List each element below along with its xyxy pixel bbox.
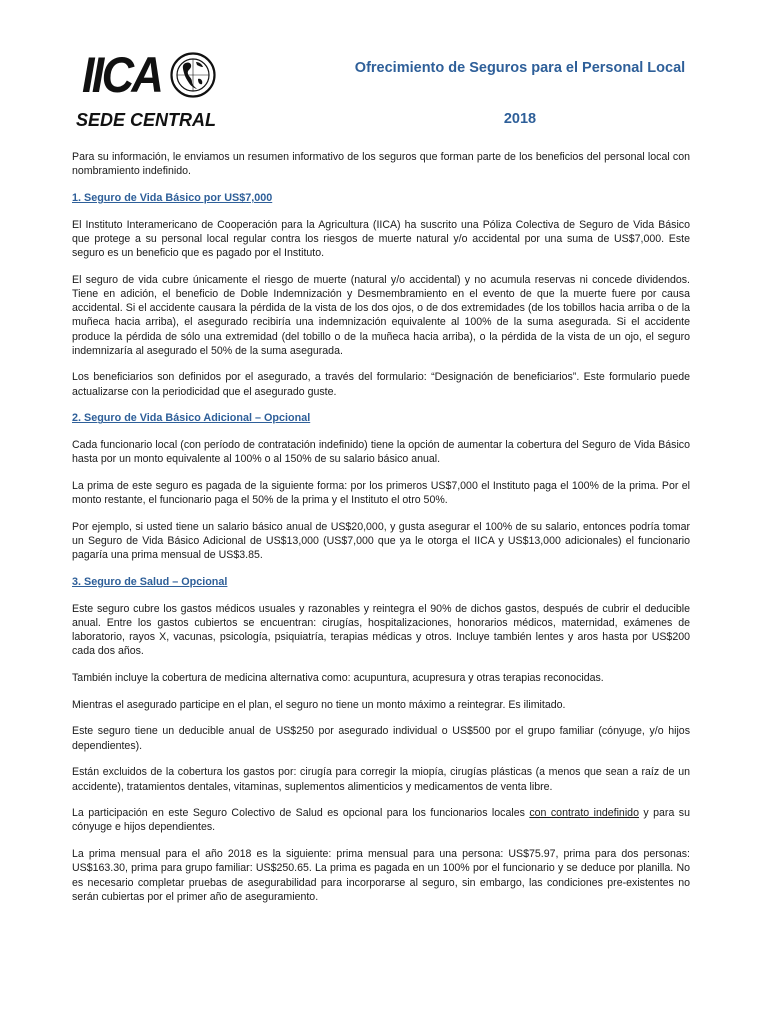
paragraph: El seguro de vida cubre únicamente el riesgo de muerte (natural y/o accidental) y no acumula reservas ni concede dividendos. Tiene en adición, el beneficio de Doble Indemnización y Desmembramiento en el evento de que la muerte fuere por causa accidental. Si el accidente causara la pérdida de la vista de los dos ojos, o de dos extremidades (de los tobillos hacia arriba o de la muñeca hacia arriba), el asegurado recibiría una indemnización equivalente al 100% de la suma asegurada. Si el accidente produce la pérdida de sólo una extremidad (del tobillo o de la muñeca hacia arriba), o la pérdida de la vista de un ojo, el seguro indemnizaría al asegurado el 50% de la suma asegurada. — [72, 273, 690, 357]
participation-text: La participación en este Seguro Colectivo de Salud es opcional para los funcionarios locales — [72, 807, 530, 820]
paragraph: Este seguro cubre los gastos médicos usuales y razonables y reintegra el 90% de dichos gastos, después de cubrir el deducible anual. Entre los gastos cubiertos se encuentran: cirugías, hospitalizaciones, honorarios médicos, maternidad, exámenes de laboratorio, rayos X, vacunas, psicología, psiquiatría, terapias médicas y otros. Incluye también lentes y aros hasta por US$200 cada dos años. — [72, 602, 690, 658]
paragraph: Cada funcionario local (con período de contratación indefinido) tiene la opción de aumentar la cobertura del Seguro de Vida Básico hasta por un monto equivalente al 100% o al 150% de su salario básico anual. — [72, 439, 690, 466]
sede-central-label: SEDE CENTRAL — [76, 110, 217, 130]
contract-underlined-text: con contrato indefinido — [529, 807, 639, 820]
document-year: 2018 — [503, 111, 537, 127]
paragraph: Los beneficiarios son definidos por el asegurado, a través del formulario: “Designación de beneficiarios”. Este formulario puede actualizarse con la periodicidad que el asegurado guste. — [72, 371, 690, 398]
paragraph: Este seguro tiene un deducible anual de US$250 por asegurado individual o US$500 por el grupo familiar (cónyuge, y/o hijos dependientes). — [72, 725, 690, 752]
section-heading: 1. Seguro de Vida Básico por US$7,000 — [72, 191, 273, 204]
paragraph: Por ejemplo, si usted tiene un salario básico anual de US$20,000, y gusta asegurar el 100% de su salario, entonces podría tomar un Seguro de Vida Básico Adicional de US$13,000 (US$7,000 que ya le otorga el IICA y US$13,000 adicionales) el funcionario pagaría una prima mensual de US$3.85. — [72, 520, 690, 562]
logo-wordmark: IICA — [82, 47, 162, 103]
paragraph: El Instituto Interamericano de Cooperación para la Agricultura (IICA) ha suscrito una Póliza Colectiva de Seguro de Vida Básico que protege a su personal local regular contra los riesgos de muerte natural y/o accidental por una suma de US$7,000. Este seguro es un beneficio que es pagado por el Instituto. — [72, 218, 690, 260]
intro-paragraph: Para su información, le enviamos un resumen informativo de los seguros que forman parte de los beneficios del personal local con nombramiento indefinido. — [72, 151, 690, 178]
paragraph: Están excluidos de la cobertura los gastos por: cirugía para corregir la miopía, cirugías plásticas (a menos que sean a raíz de un accidente), tratamientos dentales, vitaminas, suplementos alimenticios y medicamentos de venta libre. — [72, 766, 690, 793]
document-title: Ofrecimiento de Seguros para el Personal Local — [354, 60, 686, 76]
paragraph: Mientras el asegurado participe en el plan, el seguro no tiene un monto máximo a reintegrar. Es ilimitado. — [72, 698, 566, 711]
participation-paragraph — [72, 806, 690, 834]
document-body — [72, 150, 690, 916]
premium-paragraph: La prima mensual para el año 2018 es la siguiente: prima mensual para una persona: US$75.97, prima para dos personas: US$163.30, prima para grupo familiar: US$250.65. La prima es pagada en un 100% por el funcionario y se deduce por planilla. No es necesario completar pruebas de asegurabilidad para incorporarse al seguro, sin embargo, las condiciones pre-existentes no serán cubiertas por el primer año de aseguramiento. — [72, 848, 690, 903]
participation-text-end: y para su cónyuge e hijos dependientes. — [72, 807, 690, 834]
globe-seal-icon — [170, 52, 216, 98]
paragraph: La prima de este seguro es pagada de la siguiente forma: por los primeros US$7,000 el Instituto paga el 100% de la prima. Por el monto restante, el funcionario paga el 50% de la prima y el Instituto el otro 50%. — [72, 479, 690, 507]
iica-logo — [72, 44, 232, 134]
paragraph: También incluye la cobertura de medicina alternativa como: acupuntura, acupresura y otras terapias reconocidas. — [72, 671, 604, 684]
section-heading: 3. Seguro de Salud – Opcional — [72, 575, 228, 588]
section-heading: 2. Seguro de Vida Básico Adicional – Opcional — [72, 412, 311, 425]
